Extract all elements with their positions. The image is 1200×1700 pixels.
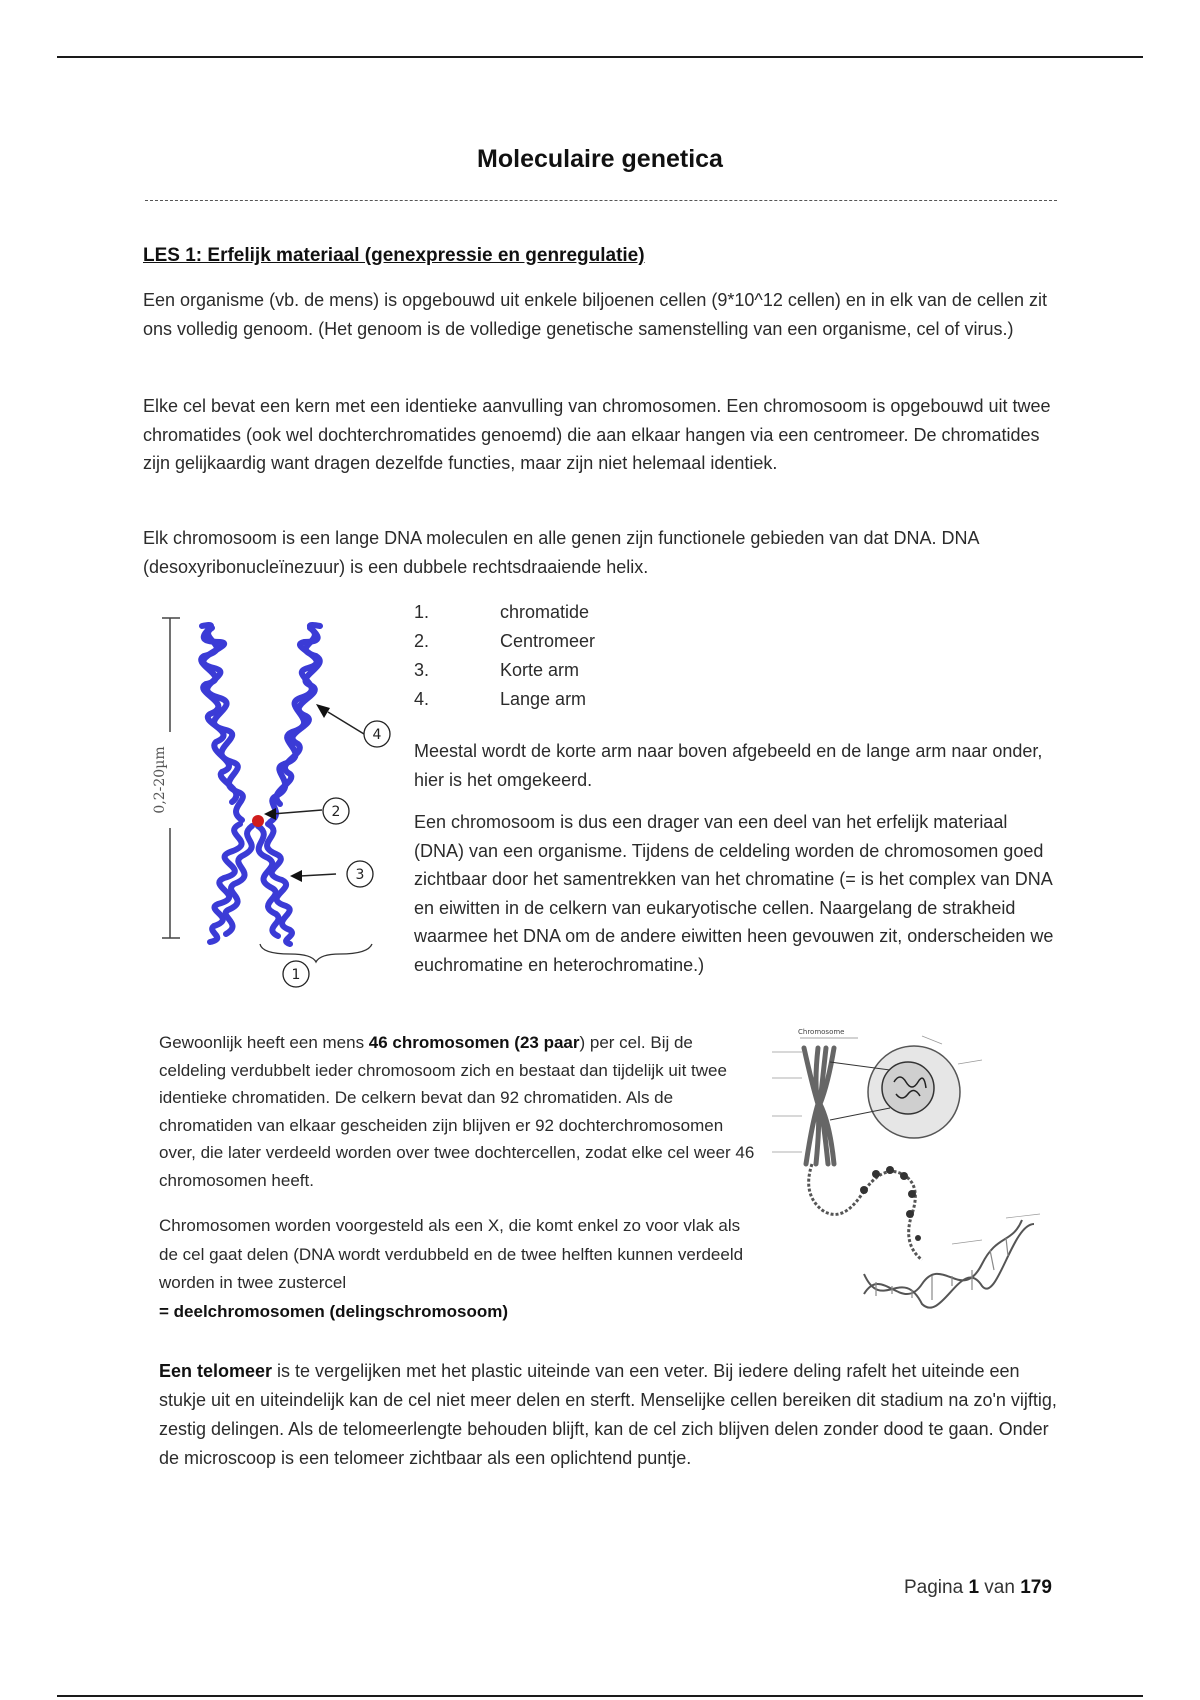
nucleosome-dots — [860, 1166, 921, 1241]
paragraph-genome: Een organisme (vb. de mens) is opgebouwd uit enkele biljoenen cellen (9*10^12 cellen) en in elk van de cellen zit ons volledig genoom. (Het genoom is de volledige genetische samenstelling van een organisme, cel of virus.) — [143, 290, 1047, 339]
paragraph-46-chromosomes: Gewoonlijk heeft een mens 46 chromosomen (23 paar) per cel. Bij de celdeling verdubbelt ieder chromosoom zich en bestaat dan tijdelijk uit twee identieke chromatiden. De celkern bevat dan 92 chromatiden. Als de chromatiden van elkaar gescheiden zijn blijven er 92 dochterchromosomen over, die later verdeeld worden over twee dochtercellen, zodat elke cel weer 46 chromosomen heeft. — [159, 1033, 755, 1190]
callout-4: 4 — [372, 727, 382, 743]
dna-helix — [864, 1220, 1034, 1308]
figure-legend — [414, 598, 595, 714]
page-number: Pagina 1 van 179 — [904, 1577, 1052, 1598]
paragraph-chromosome: Elke cel bevat een kern met een identieke aanvulling van chromosomen. Een chromosoom is opgebouwd uit twee chromatides (ook wel dochterchromatides genoemd) die aan elkaar hangen via een centromeer. De chromatides zijn gelijkaardig want dragen dezelfde functies, maar zijn niet helemaal identiek. — [143, 396, 1051, 473]
chromatid-coils — [201, 625, 320, 944]
legend-item: 3. Korte arm — [414, 660, 580, 680]
figure2-label: Chromosome — [798, 1028, 845, 1036]
paragraph-dna: Elk chromosoom is een lange DNA moleculen en alle genen zijn functionele gebieden van dat DNA. DNA (desoxyribonucleïnezuur) is een dubbele rechtsdraaiende helix. — [143, 528, 979, 577]
paragraph-chromatin: Een chromosoom is dus een drager van een deel van het erfelijk materiaal (DNA) van een organisme. Tijdens de celdeling worden de chromosomen goed zichtbaar door het samentrekken van het chromatine (= is het complex van DNA en eiwitten in de celkern van eukaryotische cellen. Naargelang de strakheid waarmee het DNA om de andere eiwitten heen gevouwen zit, onderscheiden we euchromatine en heterochromatine.) — [414, 812, 1054, 975]
paragraph-telomere: Een telomeer is te vergelijken met het plastic uiteinde van een veter. Bij iedere deling rafelt het uiteinde een stukje uit en uiteindelijk kan de cel niet meer delen en sterft. Menselijke cellen bereiken dit stadium na zo'n vijftig, zestig delingen. Als de telomeerlengte behouden blijft, kan de cel zich blijven delen zonder dood te gaan. Onder de microscoop is een telomeer zichtbaar als een oplichtend puntje. — [159, 1361, 1057, 1468]
legend-item: 2. Centromeer — [414, 631, 596, 651]
chromosome-diagram — [140, 612, 400, 994]
callout-1: 1 — [291, 967, 301, 983]
centromere-dot — [252, 815, 264, 827]
paragraph-arm-orientation: Meestal wordt de korte arm naar boven afgebeeld en de lange arm naar onder, hier is het omgekeerd. — [414, 741, 1043, 790]
bottom-rule — [57, 1695, 1143, 1697]
lesson-heading: LES 1: Erfelijk materiaal (genexpressie en genregulatie) — [143, 245, 645, 266]
callout-2: 2 — [331, 804, 341, 820]
chromatid-brace — [260, 944, 372, 962]
chromosome-dna-illustration — [772, 1024, 1044, 1324]
dashed-separator — [145, 200, 1057, 201]
legend-item: 1. chromatide — [414, 602, 590, 622]
legend-item: 4. Lange arm — [414, 689, 587, 709]
page-title: Moleculaire genetica — [477, 145, 723, 173]
callout-3: 3 — [355, 867, 365, 883]
x-chromosome-sketch — [804, 1048, 834, 1164]
scale-label: 0,2-20µm — [152, 746, 168, 814]
paragraph-x-shape: Chromosomen worden voorgesteld als een X, die komt enkel zo voor vlak als de cel gaat delen (DNA wordt verdubbeld en de twee helften kunnen verdeeld worden in twee zustercel = deelchromosomen (delingschromosoom) — [159, 1216, 744, 1321]
top-rule — [57, 56, 1143, 58]
